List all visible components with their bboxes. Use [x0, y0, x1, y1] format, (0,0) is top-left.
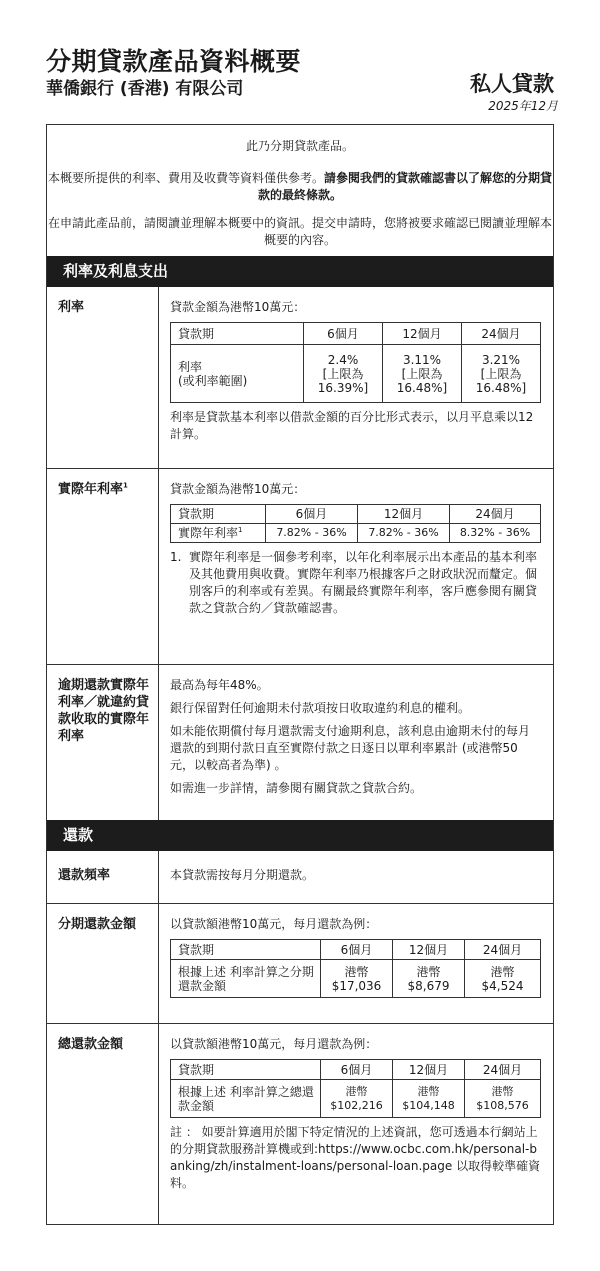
table-cell: 7.82% - 36%	[266, 524, 358, 543]
apr-content	[159, 469, 553, 664]
interest-rate-intro: 貸款金額為港幣10萬元：	[170, 300, 306, 314]
table-header-cell: 貸款期	[171, 505, 266, 524]
factsheet-box	[46, 124, 554, 1225]
overdue-p1: 最高為每年48%。	[170, 678, 269, 692]
table-header-cell: 貸款期	[171, 1060, 321, 1080]
overdue-p2: 銀行保留對任何逾期未付款項按日收取違約利息的權利。	[170, 701, 471, 715]
table-cell: 7.82% - 36%	[358, 524, 450, 543]
table-header-cell: 24個月	[450, 505, 541, 524]
table-row	[171, 960, 541, 998]
intro-line-3: 在申請此產品前，請閱讀並理解本概要中的資訊。提交申請時，您將被要求確認已閱讀並理解本概要的內容。	[47, 216, 552, 247]
table-header-row	[171, 505, 541, 524]
table-cell: 港幣 $102,216	[321, 1080, 393, 1118]
intro-line-2-bold: 請參閱我們的貸款確認書以了解您的分期貸款的最終條款。	[257, 171, 553, 202]
table-row	[171, 345, 541, 403]
table-header-row	[171, 1060, 541, 1080]
total-table	[170, 1059, 541, 1118]
interest-rate-note: 利率是貸款基本利率以借款金額的百分比形式表示，以月平息乘以12計算。	[170, 410, 534, 441]
note-suffix: 以取得較準確資料。	[170, 1159, 541, 1190]
frequency-content: 本貸款需按每月分期還款。	[170, 868, 315, 882]
table-header-cell: 24個月	[465, 1060, 541, 1080]
row-frequency	[47, 851, 553, 903]
overdue-p3: 如未能依期償付每月還款需支付逾期利息，該利息由逾期未付的每月還款的到期付款日直至實際付款之日逐日以單利率累計 (或港幣50元，以較高者為準) 。	[170, 724, 531, 772]
table-cell: 2.4% [上限為 16.39%]	[304, 345, 383, 403]
table-header-cell: 貸款期	[171, 940, 321, 960]
table-row-label: 根據上述 利率計算之總還款金額	[171, 1080, 321, 1118]
apr-footnote	[170, 549, 541, 617]
table-header-cell: 12個月	[383, 323, 462, 345]
table-header-cell: 24個月	[462, 323, 541, 345]
row-overdue	[47, 664, 553, 820]
instalment-content	[159, 904, 553, 1023]
footnote-text: 實際年利率是一個參考利率，以年化利率展示出本產品的基本利率及其他費用與收費。實際年利率乃根據客戶之財政狀況而釐定。個別客戶的利率或有差異。有關最終實際年利率，客戶應參閱有關貸款之貸款合約／貸款確認書。	[189, 550, 538, 615]
note-text: 如要計算適用於閣下特定情況的上述資訊，您可透過本行網站上的分期貸款服務計算機或到:	[170, 1125, 538, 1156]
table-cell: 港幣 $108,576	[465, 1080, 541, 1118]
apr-intro: 貸款金額為港幣10萬元：	[170, 482, 306, 496]
table-cell: 港幣 $4,524	[465, 960, 541, 998]
instalment-intro: 以貸款額港幣10萬元，每月還款為例：	[170, 917, 378, 931]
intro-block	[47, 125, 553, 256]
footnote-number: 1.	[170, 550, 182, 564]
intro-line-2-normal: 本概要所提供的利率、費用及收費等資料僅供參考。	[47, 171, 324, 185]
page-header	[46, 42, 558, 114]
table-cell: 3.11% [上限為 16.48%]	[383, 345, 462, 403]
bank-name: 華僑銀行 (香港) 有限公司	[46, 79, 244, 99]
row-label-frequency: 還款頻率	[47, 851, 159, 903]
row-label-total: 總還款金額	[47, 1024, 159, 1225]
calculator-link[interactable]: https://www.ocbc.com.hk/personal-banking/zh/instalment-loans/personal-loan.page	[170, 1142, 537, 1173]
total-content	[159, 1024, 553, 1225]
table-cell: 港幣 $104,148	[393, 1080, 465, 1118]
interest-rate-content	[159, 287, 553, 468]
table-cell: 8.32% - 36%	[450, 524, 541, 543]
row-label-interest-rate: 利率	[47, 287, 159, 468]
table-header-cell: 6個月	[321, 1060, 393, 1080]
product-name: 私人貸款	[470, 72, 554, 96]
document-date: 2025年12月	[488, 99, 558, 113]
instalment-table	[170, 939, 541, 998]
total-intro: 以貸款額港幣10萬元，每月還款為例：	[170, 1037, 378, 1051]
row-label-instalment: 分期還款金額	[47, 904, 159, 1023]
footnote-marker: 1	[238, 526, 243, 534]
table-header-cell: 6個月	[304, 323, 383, 345]
table-header-cell: 貸款期	[171, 323, 304, 345]
table-row-label: 利率 (或利率範圍)	[171, 345, 304, 403]
table-cell: 港幣 $8,679	[393, 960, 465, 998]
row-label-overdue: 逾期還款實際年利率／就違約貸款收取的實際年利率	[47, 665, 159, 820]
table-header-row	[171, 940, 541, 960]
table-header-row	[171, 323, 541, 345]
row-apr	[47, 468, 553, 664]
table-row	[171, 1080, 541, 1118]
apr-table	[170, 504, 541, 543]
apr-label-text: 實際年利率	[58, 482, 124, 497]
row-interest-rate	[47, 287, 553, 468]
table-cell: 港幣 $17,036	[321, 960, 393, 998]
table-header-cell: 12個月	[393, 940, 465, 960]
row-total	[47, 1023, 553, 1225]
section-header-repayment: 還款	[47, 820, 553, 851]
table-header-cell: 6個月	[321, 940, 393, 960]
footnote-marker: 1	[123, 481, 128, 490]
table-row-label	[171, 524, 266, 543]
table-row	[171, 524, 541, 543]
table-header-cell: 24個月	[465, 940, 541, 960]
table-row-label: 根據上述 利率計算之分期還款金額	[171, 960, 321, 998]
intro-line-1: 此乃分期貸款產品。	[245, 139, 354, 153]
table-header-cell: 12個月	[393, 1060, 465, 1080]
section-header-rates: 利率及利息支出	[47, 256, 553, 287]
apr-row-label-text: 實際年利率	[178, 526, 239, 540]
table-header-cell: 12個月	[358, 505, 450, 524]
page-title: 分期貸款產品資料概要	[46, 47, 302, 76]
overdue-content	[159, 665, 553, 820]
intro-line-2	[47, 170, 553, 204]
row-label-apr	[47, 469, 159, 664]
overdue-p4: 如需進一步詳情，請參閱有關貸款之貸款合約。	[170, 781, 423, 795]
row-instalment	[47, 903, 553, 1023]
table-cell: 3.21% [上限為 16.48%]	[462, 345, 541, 403]
interest-rate-table	[170, 322, 541, 403]
table-header-cell: 6個月	[266, 505, 358, 524]
note-prefix: 註 ：	[170, 1125, 198, 1139]
total-note	[170, 1124, 541, 1192]
